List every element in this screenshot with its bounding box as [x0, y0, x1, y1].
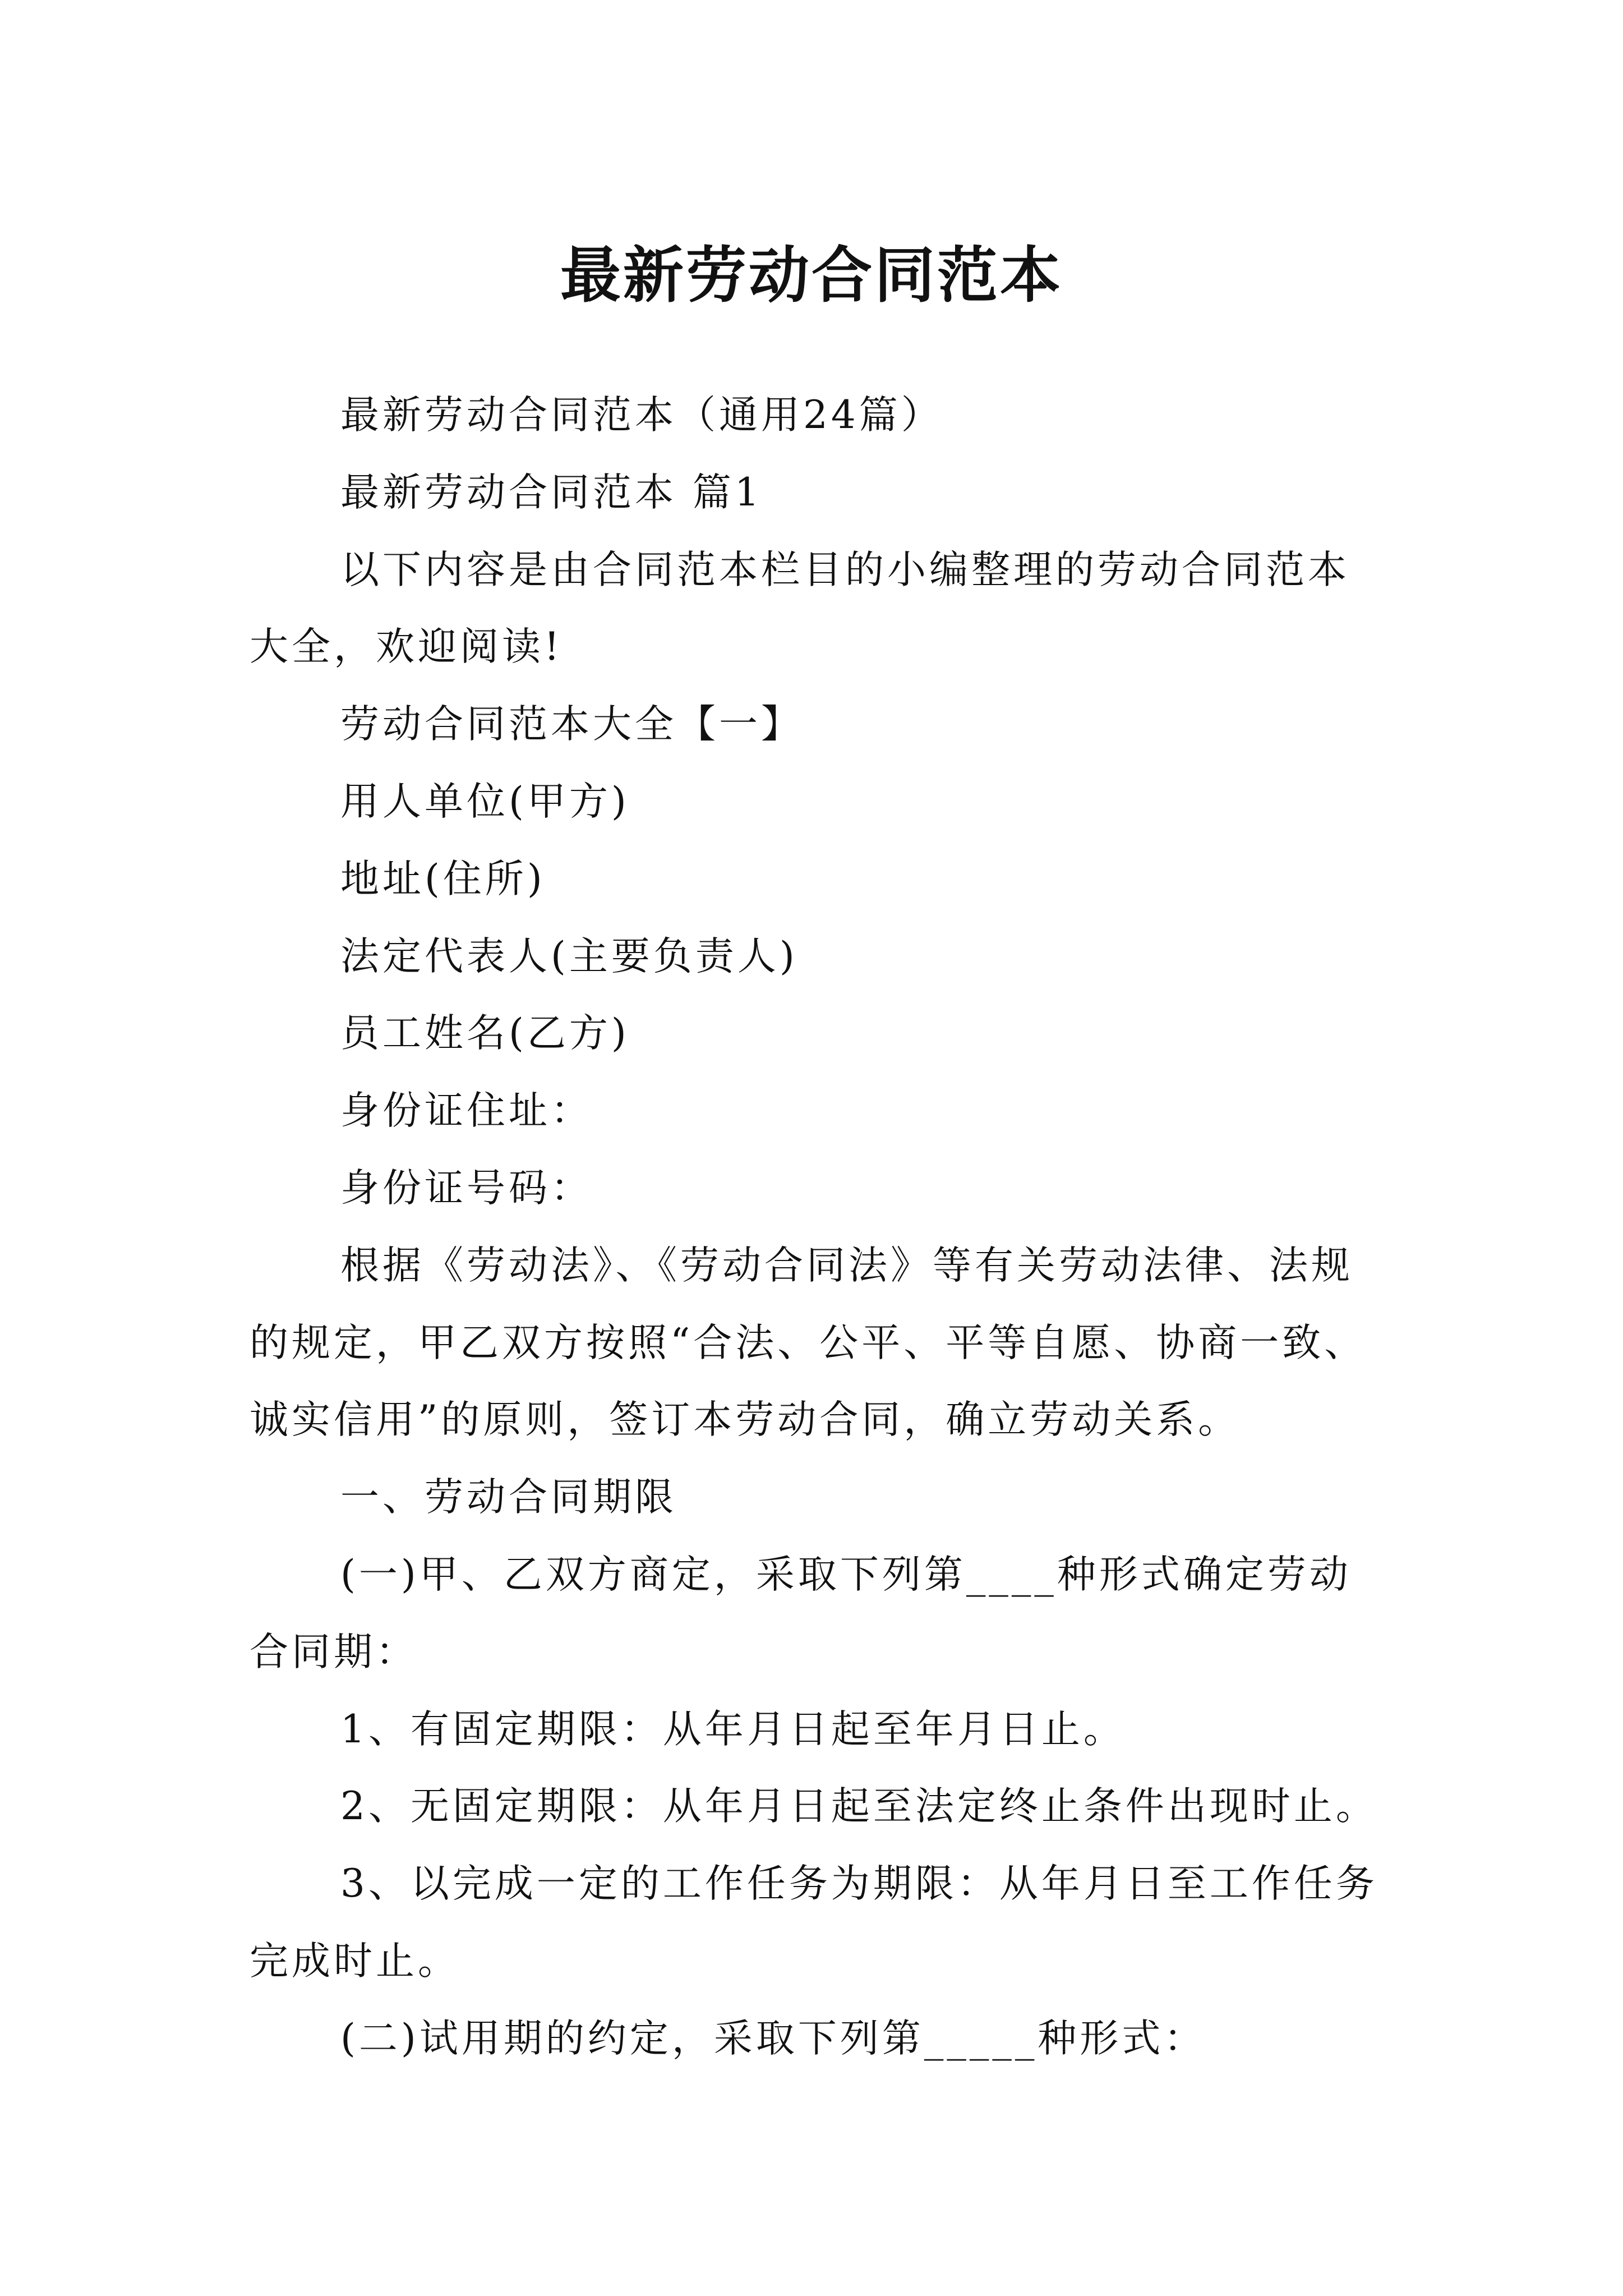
paragraph-task-term: 3、以完成一定的工作任务为期限：从年月日至工作任务完成时止。	[250, 1861, 1378, 1984]
paragraph-subtitle: 最新劳动合同范本（通用24篇）	[340, 393, 943, 438]
paragraph-fixed-term: 1、有固定期限：从年月日起至年月日止。	[340, 1706, 1126, 1752]
paragraph-legal-representative: 法定代表人(主要负责人)	[340, 933, 798, 979]
document-title: 最新劳动合同范本	[560, 241, 1063, 311]
paragraph-term-heading: 一、劳动合同期限	[340, 1475, 677, 1520]
paragraph-employee-name: 员工姓名(乙方)	[340, 1011, 630, 1056]
paragraph-employer: 用人单位(甲方)	[340, 779, 630, 824]
document-body	[250, 377, 1388, 2078]
paragraph-probation: (二)试用期的约定，采取下列第_____种形式：	[340, 2016, 1206, 2061]
paragraph-open-term: 2、无固定期限：从年月日起至法定终止条件出现时止。	[340, 1784, 1378, 1829]
paragraph-id-number: 身份证号码：	[340, 1165, 593, 1211]
paragraph-intro: 以下内容是由合同范本栏目的小编整理的劳动合同范本大全，欢迎阅读!	[250, 547, 1350, 670]
paragraph-legal-basis: 根据《劳动法》、《劳动合同法》等有关劳动法律、法规的规定，甲乙双方按照“合法、公平、平等自愿、协商一致、诚实信用”的原则，签订本劳动合同，确立劳动关系。	[250, 1243, 1367, 1443]
paragraph-section-heading: 最新劳动合同范本 篇1	[340, 470, 763, 515]
paragraph-term-form: (一)甲、乙双方商定，采取下列第____种形式确定劳动合同期：	[250, 1552, 1352, 1674]
paragraph-address: 地址(住所)	[340, 856, 546, 901]
paragraph-contract-heading: 劳动合同范本大全【一】	[340, 702, 803, 747]
paragraph-id-address: 身份证住址：	[340, 1088, 593, 1134]
